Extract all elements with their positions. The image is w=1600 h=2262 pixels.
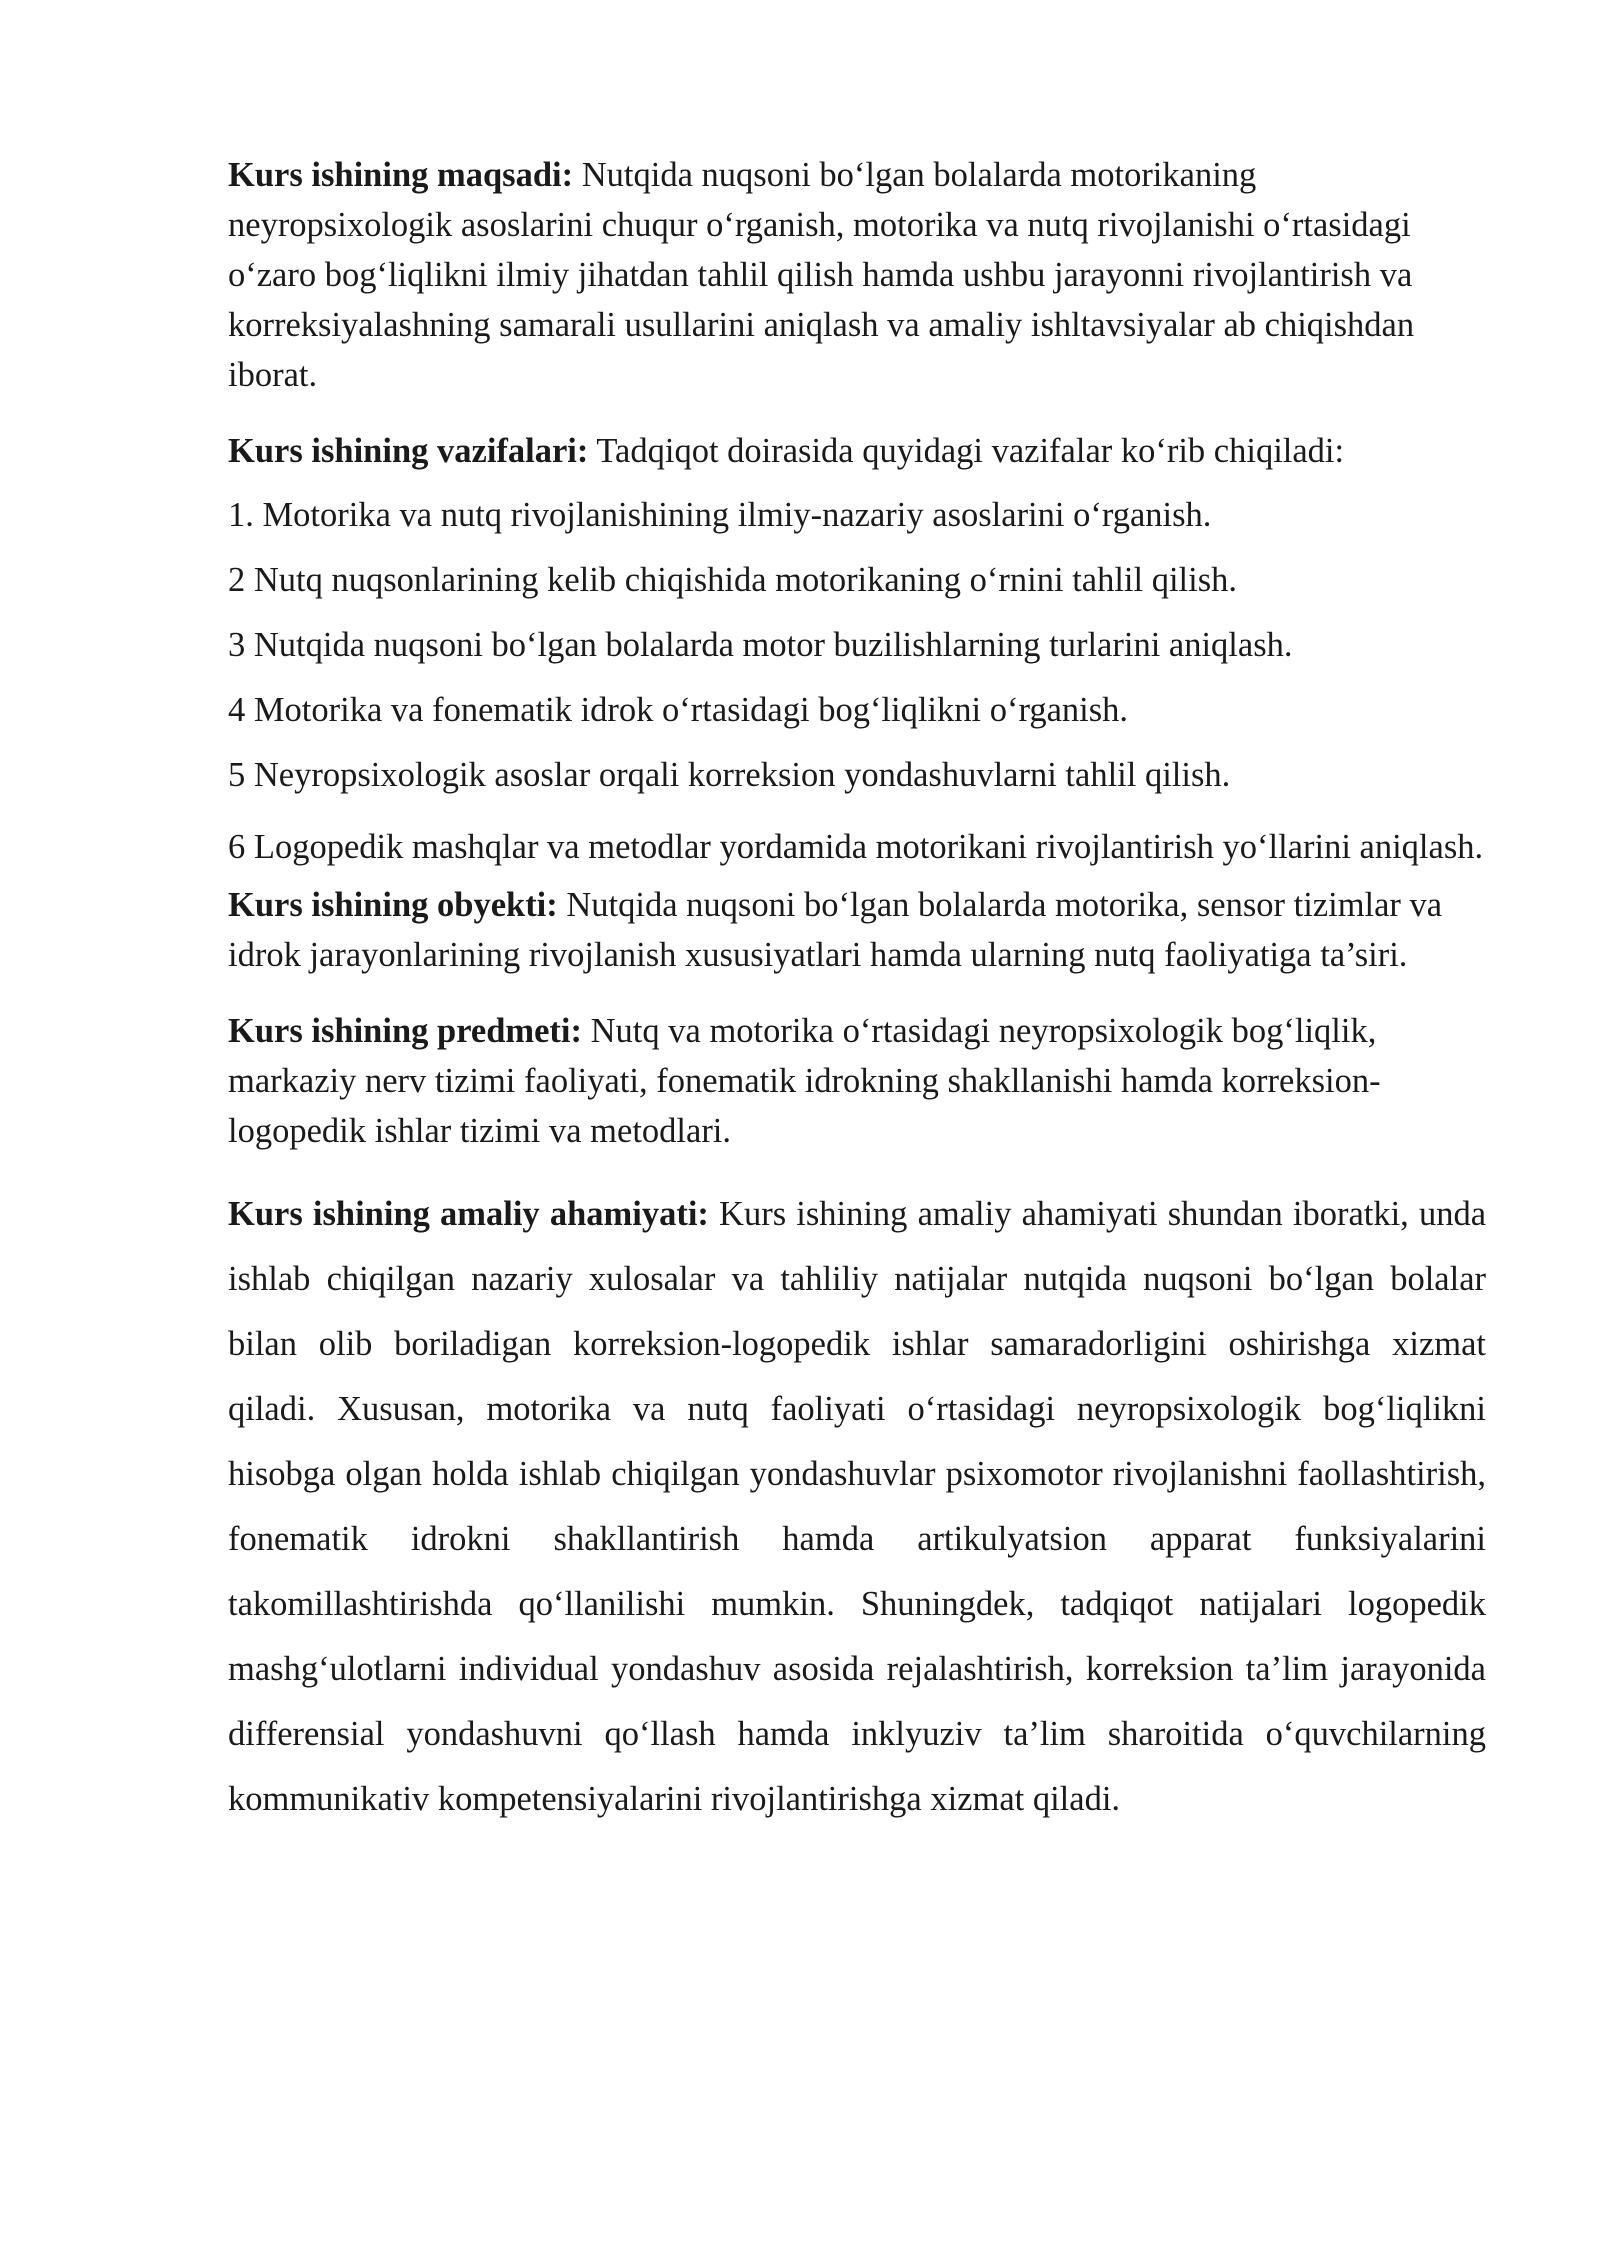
- task-item-6: 6 Logopedik mashqlar va metodlar yordamida motorikani rivojlantirish yo‘llarini aniqlash.: [228, 828, 1484, 866]
- subject-label: Kurs ishining predmeti:: [228, 1012, 582, 1050]
- tasks-label: Kurs ishining vazifalari:: [228, 432, 589, 470]
- task-item-4: 4 Motorika va fonematik idrok o‘rtasidagi bog‘liqlikni o‘rganish.: [228, 691, 1129, 729]
- object-text: Nutqida nuqsoni bo‘lgan bolalarda motorika, sensor tizimlar va idrok jarayonlarining rivojlanish xususiyatlari hamda ularning nutq faoliyatiga ta’siri.: [228, 886, 1443, 974]
- object-label: Kurs ishining obyekti:: [228, 886, 558, 924]
- task-item-1: 1. Motorika va nutq rivojlanishining ilmiy-nazariy asoslarini o‘rganish.: [228, 496, 1212, 534]
- goal-paragraph: [228, 150, 1486, 400]
- subject-text: Nutq va motorika o‘rtasidagi neyropsixologik bog‘liqlik, markaziy nerv tizimi faoliyati, fonematik idrokning shakllanishi hamda korreksion-logopedik ishlar tizimi va metodlari.: [228, 1012, 1381, 1150]
- practical-paragraph: [228, 1182, 1486, 1832]
- task-item-3: 3 Nutqida nuqsoni bo‘lgan bolalarda motor buzilishlarning turlarini aniqlash.: [228, 626, 1293, 664]
- object-paragraph: [228, 880, 1486, 980]
- practical-text: Kurs ishining amaliy ahamiyati shundan iboratki, unda ishlab chiqilgan nazariy xulosalar va tahliliy natijalar nutqida nuqsoni bo‘lgan bolalar bilan olib boriladigan korreksion-logopedik ishlar samaradorligini oshirishga xizmat qiladi. Xususan, motorika va nutq faoliyati o‘rtasidagi neyropsixologik bog‘liqlikni hisobga olgan holda ishlab chiqilgan yondashuvlar psixomotor rivojlanishni faollashtirish, fonematik idrokni shakllantirish hamda artikulyatsion apparat funksiyalarini takomillashtirishda qo‘llanilishi mumkin. Shuningdek, tadqiqot natijalari logopedik mashg‘ulotlarni individual yondashuv asosida rejalashtirish, korreksion ta’lim jarayonida differensial yondashuvni qo‘llash hamda inklyuziv ta’lim sharoitida o‘quvchilarning kommunikativ kompetensiyalarini rivojlantirishga xizmat qiladi.: [228, 1195, 1487, 1818]
- task-item-2: 2 Nutq nuqsonlarining kelib chiqishida motorikaning o‘rnini tahlil qilish.: [228, 561, 1238, 599]
- goal-label: Kurs ishining maqsadi:: [228, 156, 574, 194]
- task-item-5: 5 Neyropsixologik asoslar orqali korreksion yondashuvlarni tahlil qilish.: [228, 756, 1231, 794]
- practical-label: Kurs ishining amaliy ahamiyati:: [228, 1195, 709, 1233]
- subject-paragraph: [228, 1006, 1486, 1156]
- tasks-text: Tadqiqot doirasida quyidagi vazifalar ko‘rib chiqiladi:: [588, 432, 1345, 470]
- document-page: [228, 150, 1486, 1832]
- tasks-paragraph: [228, 426, 1486, 476]
- goal-text: Nutqida nuqsoni bo‘lgan bolalarda motorikaning neyropsixologik asoslarini chuqur o‘rganish, motorika va nutq rivojlanishi o‘rtasidagi o‘zaro bog‘liqlikni ilmiy jihatdan tahlil qilish hamda ushbu jarayonni rivojlantirish va korreksiyalashning samarali usullarini aniqlash va amaliy ishltavsiyalar ab chiqishdan iborat.: [228, 156, 1415, 394]
